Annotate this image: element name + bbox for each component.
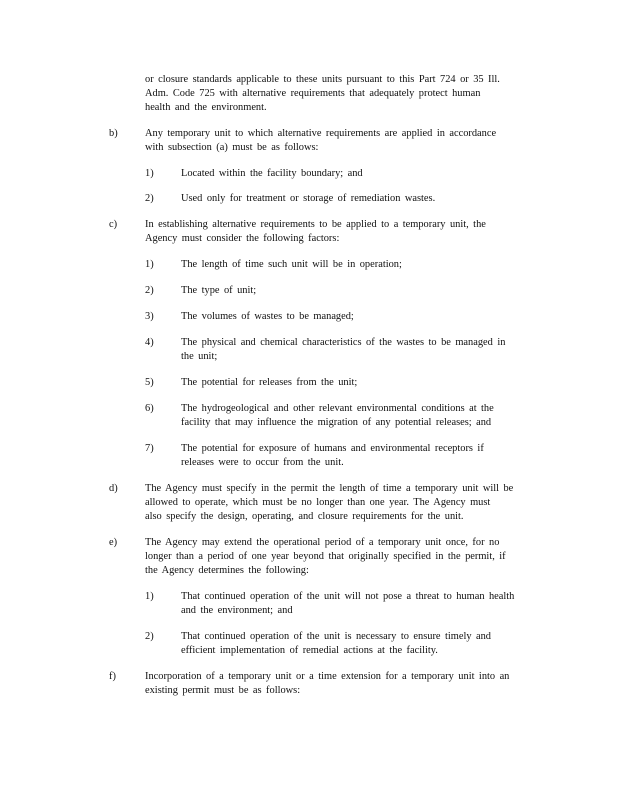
text-line: That continued operation of the unit will not pose a threat to human health — [181, 591, 515, 602]
text-line: or closure standards applicable to these units pursuant to this Part 724 or 35 Ill. — [145, 74, 500, 85]
intro-paragraph — [145, 73, 565, 115]
text-line: the Agency determines the following: — [145, 565, 309, 576]
list-item — [181, 442, 561, 470]
subsection-d-text — [145, 482, 565, 524]
item-number: 5) — [145, 377, 154, 388]
item-number: 3) — [145, 311, 154, 322]
text-line: and the environment; and — [181, 605, 293, 616]
subsection-e-label: e) — [109, 537, 118, 548]
text-line: The Agency must specify in the permit the length of time a temporary unit will be — [145, 483, 514, 494]
text-line: longer than a period of one year beyond that originally specified in the permit, if — [145, 551, 506, 562]
item-number: 7) — [145, 443, 154, 454]
text-line: The potential for exposure of humans and environmental receptors if — [181, 443, 484, 454]
text-line: the unit; — [181, 351, 218, 362]
item-number: 2) — [145, 285, 154, 296]
list-item — [181, 336, 561, 364]
text-line: facility that may influence the migration of any potential releases; and — [181, 417, 492, 428]
list-item — [181, 258, 561, 272]
text-line: efficient implementation of remedial actions at the facility. — [181, 645, 438, 656]
list-item — [181, 167, 561, 181]
text-line: also specify the design, operating, and closure requirements for the unit. — [145, 511, 464, 522]
list-item — [181, 376, 561, 390]
item-number: 1) — [145, 168, 154, 179]
subsection-f-text — [145, 670, 565, 698]
item-number: 1) — [145, 259, 154, 270]
text-line: Incorporation of a temporary unit or a time extension for a temporary unit into an — [145, 671, 510, 682]
subsection-b-text — [145, 127, 565, 155]
text-line: That continued operation of the unit is necessary to ensure timely and — [181, 631, 492, 642]
item-number: 2) — [145, 631, 154, 642]
text-line: The hydrogeological and other relevant environmental conditions at the — [181, 403, 494, 414]
text-line: The Agency may extend the operational period of a temporary unit once, for no — [145, 537, 500, 548]
text-line: The volumes of wastes to be managed; — [181, 311, 354, 322]
item-number: 2) — [145, 193, 154, 204]
subsection-c-label: c) — [109, 219, 118, 230]
list-item — [181, 310, 561, 324]
subsection-d-label: d) — [109, 483, 118, 494]
subsection-c-text — [145, 218, 565, 246]
list-item — [181, 590, 561, 618]
subsection-b-label: b) — [109, 128, 118, 139]
text-line: Adm. Code 725 with alternative requirements that adequately protect human — [145, 88, 481, 99]
text-line: In establishing alternative requirements to be applied to a temporary unit, the — [145, 219, 486, 230]
list-item — [181, 402, 561, 430]
item-number: 4) — [145, 337, 154, 348]
list-item — [181, 284, 561, 298]
item-number: 6) — [145, 403, 154, 414]
text-line: The length of time such unit will be in operation; — [181, 259, 402, 270]
text-line: The potential for releases from the unit; — [181, 377, 358, 388]
text-line: with subsection (a) must be as follows: — [145, 142, 319, 153]
text-line: Any temporary unit to which alternative requirements are applied in accordance — [145, 128, 497, 139]
text-line: existing permit must be as follows: — [145, 685, 301, 696]
text-line: Agency must consider the following factors: — [145, 233, 340, 244]
text-line: releases were to occur from the unit. — [181, 457, 344, 468]
item-number: 1) — [145, 591, 154, 602]
text-line: The physical and chemical characteristics of the wastes to be managed in — [181, 337, 506, 348]
text-line: allowed to operate, which must be no longer than one year. The Agency must — [145, 497, 491, 508]
list-item — [181, 192, 561, 206]
list-item — [181, 630, 561, 658]
text-line: The type of unit; — [181, 285, 257, 296]
subsection-f-label: f) — [109, 671, 116, 682]
text-line: health and the environment. — [145, 102, 267, 113]
text-line: Located within the facility boundary; and — [181, 168, 363, 179]
text-line: Used only for treatment or storage of remediation wastes. — [181, 193, 436, 204]
subsection-e-text — [145, 536, 565, 578]
